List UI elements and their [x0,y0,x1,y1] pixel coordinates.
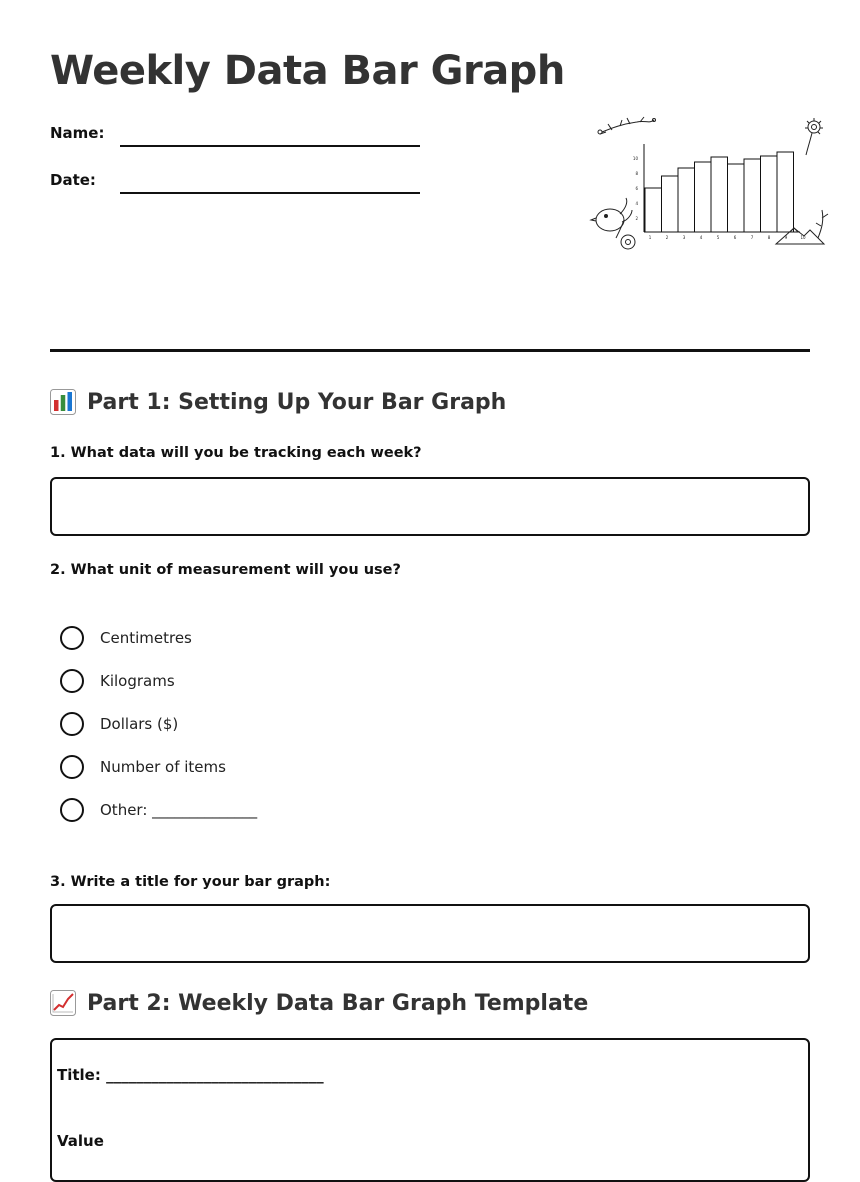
name-label: Name: [50,124,105,142]
answer-box-3[interactable] [50,904,810,963]
illus-x-tick: 6 [733,235,737,240]
option-label: Centimetres [100,629,192,647]
part1-heading [50,389,506,415]
part2-heading-text: Part 2: Weekly Data Bar Graph Template [87,990,589,1016]
illus-y-tick: 10 [632,156,638,161]
illus-x-ticks [649,235,806,240]
part1-heading-text: Part 1: Setting Up Your Bar Graph [87,389,507,415]
illus-bar [695,162,712,232]
option-other[interactable] [60,797,257,823]
illus-bar [662,176,679,232]
illus-bar [678,168,695,232]
radio-centimetres[interactable] [60,626,84,650]
illus-bars [645,152,794,232]
illus-x-tick: 9 [784,235,788,240]
date-line[interactable] [120,192,420,194]
option-label: Kilograms [100,672,175,690]
name-line[interactable] [120,145,420,147]
option-centimetres[interactable] [60,625,192,651]
illus-x-tick: 3 [682,235,686,240]
option-label: Other: ______________ [100,801,258,819]
graph-template-box [50,1038,810,1182]
date-label: Date: [50,171,96,189]
illus-y-tick: 8 [635,171,638,176]
illus-x-tick: 7 [750,235,754,240]
part2-heading [50,990,588,1016]
illus-x-tick: 4 [699,235,703,240]
illus-x-tick: 8 [767,235,771,240]
option-kilograms[interactable] [60,668,175,694]
radio-other[interactable] [60,798,84,822]
bar-chart-icon [50,389,76,415]
worksheet-page [50,0,810,1161]
illus-y-tick: 6 [635,186,638,191]
date-field [50,167,430,197]
answer-box-1[interactable] [50,477,810,536]
bird-doodle [591,198,635,249]
radio-kilograms[interactable] [60,669,84,693]
illus-y-tick: 2 [635,216,638,221]
illus-bar [761,156,778,232]
question-3: 3. Write a title for your bar graph: [50,874,331,890]
line-chart-icon [50,990,76,1016]
option-label: Number of items [100,758,226,776]
section-divider [50,349,810,352]
flower-doodle [805,118,823,155]
illus-x-tick: 2 [665,235,669,240]
illus-y-ticks [633,156,639,221]
bar-graph-illustration [542,110,806,260]
illus-bar [728,164,745,232]
illus-bar [777,152,794,232]
illus-bar [744,159,761,232]
question-1: 1. What data will you be tracking each week? [50,445,422,461]
illus-bar [711,157,728,232]
graph-title-field[interactable]: Title: _____________________________ [57,1066,324,1084]
illus-x-tick: 10 [800,235,806,240]
option-label: Dollars ($) [100,715,179,733]
value-axis-label: Value [57,1132,104,1150]
option-dollars[interactable] [60,711,178,737]
illus-bar [645,188,662,232]
question-2: 2. What unit of measurement will you use? [50,562,401,578]
name-field [50,120,430,150]
page-title: Weekly Data Bar Graph [50,48,565,94]
illus-x-tick: 5 [716,235,720,240]
illus-y-tick: 4 [635,201,638,206]
radio-dollars[interactable] [60,712,84,736]
option-number-of-items[interactable] [60,754,226,780]
illus-x-tick: 1 [648,235,652,240]
radio-number-of-items[interactable] [60,755,84,779]
branch-doodle [598,117,656,134]
